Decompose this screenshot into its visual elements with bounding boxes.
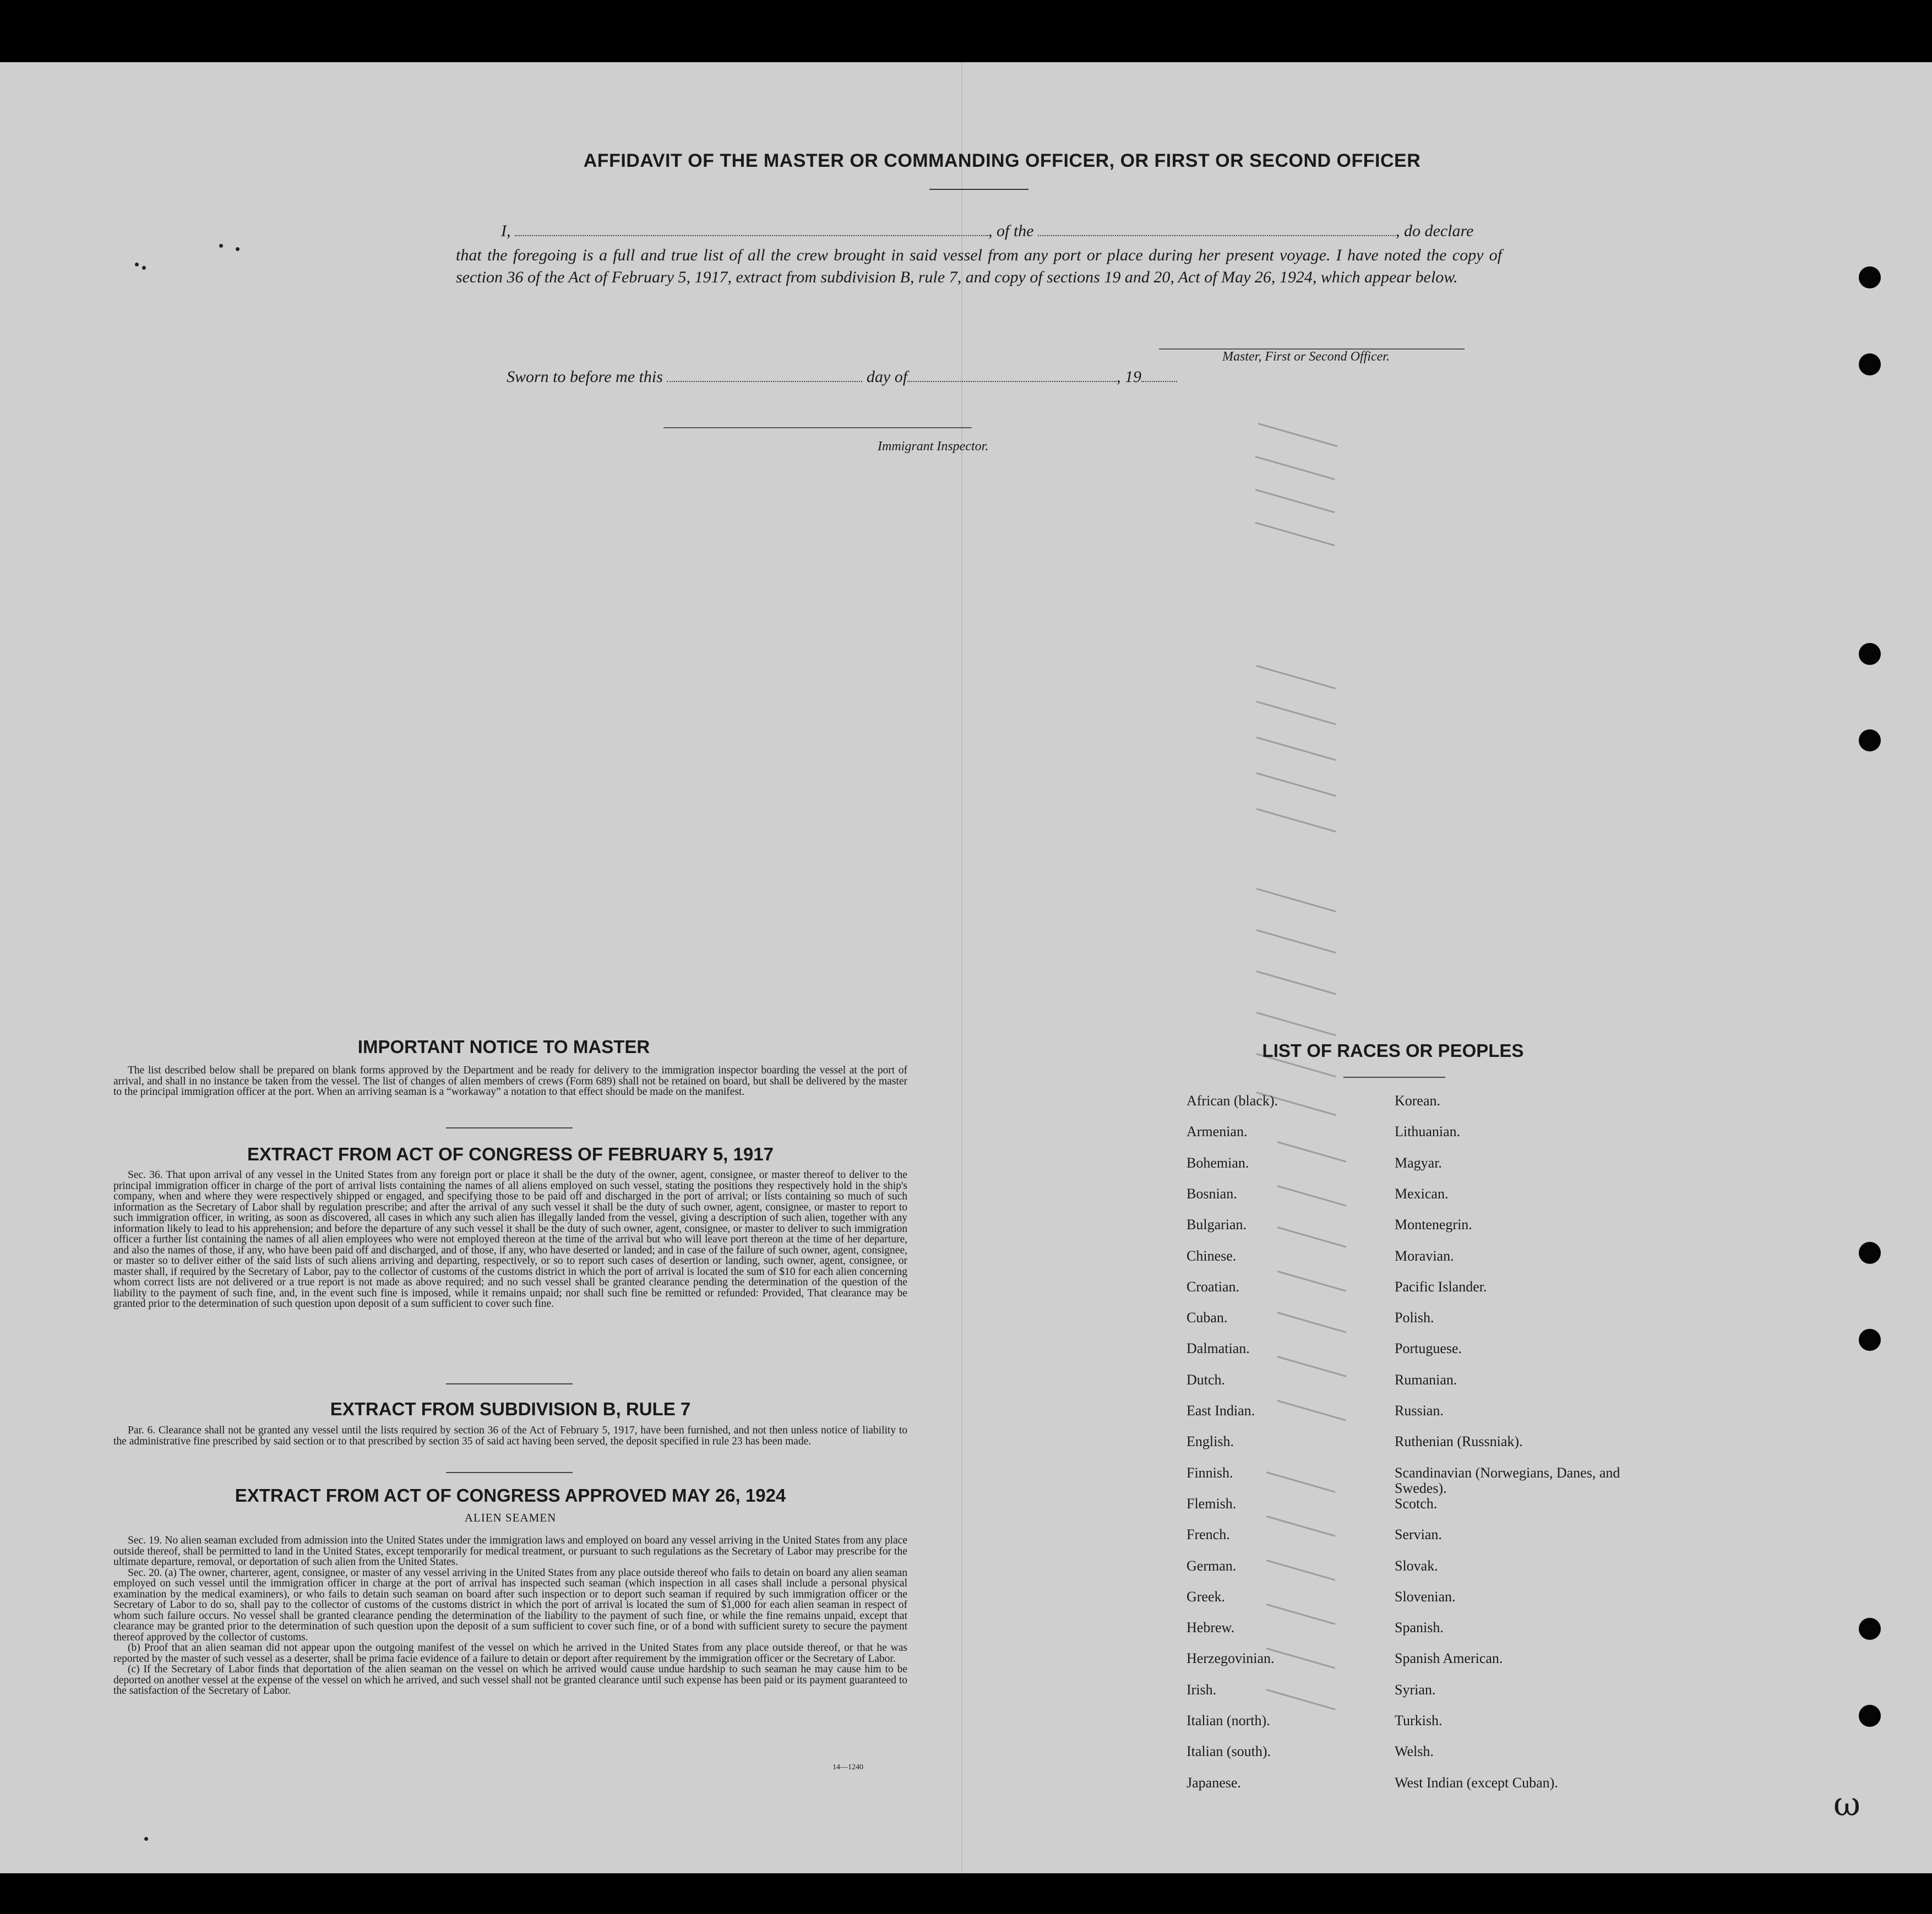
race-item: Ruthenian (Russniak).: [1395, 1433, 1523, 1450]
month-blank[interactable]: [907, 381, 1117, 382]
race-item: Flemish.: [1187, 1495, 1237, 1512]
race-item: African (black).: [1187, 1093, 1278, 1109]
punch-hole: [1859, 1618, 1881, 1640]
name-blank[interactable]: [515, 235, 988, 236]
race-item: Bulgarian.: [1187, 1217, 1247, 1233]
race-item: Herzegovinian.: [1187, 1650, 1275, 1667]
race-item: Scotch.: [1395, 1495, 1438, 1512]
punch-hole: [1859, 1705, 1881, 1727]
ditto-mark: [1255, 456, 1335, 480]
ink-speck: [236, 247, 240, 251]
ditto-mark: [1256, 970, 1336, 995]
document-page: [0, 62, 1932, 1873]
par-6-paragraph: Par. 6. Clearance shall not be granted any vessel until the lists required by section 36 of the Act of February 5, 1917, have been furnished, and not then unless notice of liability to the administrative fine prescribed by said section or to that prescribed by section 35 of said act having been served, the deposit specified in rule 23 has been made.: [113, 1425, 907, 1447]
master-signature-caption: Master, First or Second Officer.: [1222, 350, 1390, 364]
form-number: 14—1240: [832, 1763, 863, 1771]
race-item: Armenian.: [1187, 1124, 1248, 1140]
race-item: Bosnian.: [1187, 1185, 1237, 1202]
race-item: Spanish American.: [1395, 1650, 1503, 1667]
race-item: Chinese.: [1187, 1247, 1237, 1264]
extract-1924-body: [113, 1535, 907, 1697]
heading-rule: [929, 189, 1028, 190]
ditto-mark: [1256, 665, 1336, 689]
race-item: Irish.: [1187, 1681, 1217, 1698]
sec-20a-paragraph: Sec. 20. (a) The owner, charterer, agent, consignee, or master of any vessel arriving in the United States from any place outside thereof who fails to detain on board any alien seaman employed on such vessel until the immigration officer in charge at the port of arrival has inspected such seaman (which inspection in all cases shall include a personal physical examination by the medical examiners), or who fails to detain such seaman on board after such inspection or to deport such seaman if required by such immigration officer or the Secretary of Labor to do so, shall pay to the collector of customs of the customs district in which the port of arrival is located the sum of $1,000 for each alien seaman in respect of whom such failure occurs. No vessel shall be granted clearance pending the determination of the liability to the payment of such fine, or while the fine remains unpaid, except that clearance may be granted prior to the determination of such question upon the deposit of a sum sufficient to cover such fine, or of a bond with sufficient surety to secure the payment thereof approved by the collector of customs.: [113, 1567, 907, 1643]
year-blank[interactable]: [1141, 381, 1177, 382]
affidavit-i-label: I,: [501, 222, 511, 240]
race-item: English.: [1187, 1433, 1234, 1450]
ditto-mark: [1256, 808, 1336, 832]
notice-heading: IMPORTANT NOTICE TO MASTER: [357, 1037, 650, 1057]
ink-speck: [144, 1837, 148, 1841]
race-item: Dalmatian.: [1187, 1340, 1250, 1357]
vessel-blank[interactable]: [1038, 235, 1396, 236]
ditto-mark: [1258, 423, 1338, 447]
affidavit-body-text: that the foregoing is a full and true list of all the crew brought in said vessel from any port or place during her present voyage. I have noted the copy of section 36 of the Act of February 5, 1917, extract from subdivision B, rule 7, and copy of sections 19 and 20, Act of May 26, 1924, which appear below.: [456, 246, 1502, 286]
alien-seamen-subheading: ALIEN SEAMEN: [464, 1511, 557, 1524]
race-item: Magyar.: [1395, 1154, 1442, 1171]
race-item: Cuban.: [1187, 1310, 1228, 1326]
extract-1924-heading: EXTRACT FROM ACT OF CONGRESS APPROVED MAY 26, 1924: [235, 1485, 786, 1506]
race-item: Turkish.: [1395, 1713, 1443, 1728]
race-item: Slovak.: [1395, 1557, 1438, 1574]
races-rule: [1343, 1077, 1445, 1078]
day-blank[interactable]: [667, 381, 862, 382]
notice-body: [113, 1065, 907, 1098]
ink-speck: [219, 244, 223, 248]
affidavit-body: [456, 244, 1502, 288]
race-item: Pacific Islander.: [1395, 1278, 1487, 1295]
race-item: Finnish.: [1187, 1464, 1233, 1481]
race-item: Dutch.: [1187, 1371, 1226, 1388]
sec-36-paragraph: Sec. 36. That upon arrival of any vessel in the United States from any foreign port or place it shall be the duty of the owner, agent, consignee, or master thereof to deliver to the principal immigration officer in charge of the port of arrival lists containing the names of all aliens employed on such vessel, stating the positions they respectively hold in the ship's company, when and where they were respectively shipped or engaged, and specifying those to be paid off and discharged in the port of arrival; or lists containing so much of such information as the Secretary of Labor shall by regulation prescribe; and after the arrival of any such vessel it shall be the duty of such owner, agent, consignee, or master to report to such immigration officer, in writing, as soon as discovered, all cases in which any such alien has illegally landed from the vessel, giving a description of such alien, together with any information likely to lead to his apprehension; and before the departure of any such vessel it shall be the duty of such owner, agent, consignee, or master to deliver to such immigration officer a further list containing the names of all alien employees who were not employed thereon at the time of the arrival but who will leave port thereon at the time of her departure, and also the names of those, if any, who have been paid off and discharged, and of those, if any, who have deserted or landed; and in case of the failure of such owner, agent, consignee, or master so to deliver either of the said lists of such aliens arriving and departing, respectively, or so to report such cases of desertion or landing, such owner, agent, consignee, or master shall, if required by the Secretary of Labor, pay to the collector of customs of the customs district in which the port of arrival is located the sum of $10 for each alien concerning whom correct lists are not delivered or a true report is not made as above required; and no such vessel shall be granted clearance pending the determination of the question of the liability to the payment of such fine, and, in the event such fine is imposed, while it remains unpaid; nor shall such fine be remitted or refunded: Provided, That clearance may be granted prior to the determination of such question upon deposit of a sum sufficient to cover such fine.: [113, 1169, 907, 1310]
race-item: Spanish.: [1395, 1619, 1444, 1636]
race-item: Italian (north).: [1187, 1713, 1270, 1728]
sec-20c-paragraph: (c) If the Secretary of Labor finds that deportation of the alien seaman on the vessel on which he arrived would cause undue hardship to such seaman he may cause him to be deported on another vessel at the expense of the vessel on which he arrived, and such vessel shall not be granted clearance until such expense has been paid or its payment guaranteed to the satisfaction of the Secretary of Labor.: [113, 1664, 907, 1697]
ink-speck: [135, 263, 139, 266]
sworn-line: [507, 368, 1277, 386]
race-item: Portuguese.: [1395, 1340, 1462, 1357]
extract-1917-heading: EXTRACT FROM ACT OF CONGRESS OF FEBRUARY 5, 1917: [247, 1144, 774, 1164]
ditto-mark: [1256, 701, 1336, 725]
do-declare-label: , do declare: [1396, 222, 1474, 240]
races-heading: LIST OF RACES OR PEOPLES: [1262, 1040, 1524, 1061]
ditto-mark: [1256, 888, 1336, 912]
race-item: West Indian (except Cuban).: [1395, 1774, 1558, 1791]
of-the-label: , of the: [988, 222, 1034, 240]
race-item: Croatian.: [1187, 1278, 1240, 1295]
race-item: Hebrew.: [1187, 1619, 1235, 1636]
section-rule: [446, 1127, 573, 1128]
race-item: Syrian.: [1395, 1681, 1436, 1698]
ditto-mark: [1256, 772, 1336, 797]
race-item: Greek.: [1187, 1588, 1226, 1605]
race-item: Polish.: [1395, 1310, 1434, 1326]
inspector-caption: Immigrant Inspector.: [878, 439, 989, 454]
race-item: Korean.: [1395, 1093, 1441, 1109]
race-item: Servian.: [1395, 1526, 1442, 1543]
race-item: German.: [1187, 1557, 1237, 1574]
race-item: French.: [1187, 1526, 1230, 1543]
section-rule: [446, 1472, 573, 1473]
ditto-mark: [1256, 1012, 1336, 1036]
race-item: Montenegrin.: [1395, 1217, 1472, 1233]
handwritten-mark: ω: [1833, 1785, 1860, 1824]
day-of-label: day of: [866, 368, 908, 386]
race-item: Welsh.: [1395, 1743, 1434, 1760]
section-rule: [446, 1383, 573, 1384]
extract-rule7-heading: EXTRACT FROM SUBDIVISION B, RULE 7: [330, 1399, 691, 1419]
punch-hole: [1859, 353, 1881, 375]
punch-hole: [1859, 1242, 1881, 1264]
race-item: Japanese.: [1187, 1774, 1241, 1791]
ditto-mark: [1255, 522, 1335, 546]
punch-hole: [1859, 266, 1881, 288]
center-fold: [961, 62, 962, 1873]
ditto-mark: [1256, 929, 1336, 953]
inspector-signature-line[interactable]: [663, 427, 972, 428]
race-item: Russian.: [1395, 1403, 1444, 1419]
sec-19-paragraph: Sec. 19. No alien seaman excluded from admission into the United States under the immigration laws and employed on board any vessel arriving in the United States from any place outside thereof, shall be permitted to land in the United States, except temporarily for medical treatment, or pursuant to such regulations as the Secretary of Labor may prescribe for the ultimate departure, removal, or deportation of such alien from the United States.: [113, 1535, 907, 1568]
punch-hole: [1859, 729, 1881, 751]
race-item: Moravian.: [1395, 1247, 1454, 1264]
ditto-mark: [1255, 489, 1335, 513]
extract-rule7-body: [113, 1425, 907, 1447]
affidavit-heading: AFFIDAVIT OF THE MASTER OR COMMANDING OFFICER, OR FIRST OR SECOND OFFICER: [583, 150, 1421, 171]
race-item: Italian (south).: [1187, 1743, 1271, 1760]
ditto-mark: [1256, 737, 1336, 761]
race-item: Scandinavian (Norwegians, Danes, and Swedes).: [1395, 1464, 1620, 1496]
ink-speck: [142, 266, 146, 270]
race-item: Slovenian.: [1395, 1588, 1456, 1605]
extract-1917-body: [113, 1170, 907, 1310]
race-item: Lithuanian.: [1395, 1124, 1461, 1140]
sworn-prefix: Sworn to before me this: [507, 368, 663, 386]
affidavit-line-1: [501, 222, 1503, 241]
punch-hole: [1859, 1329, 1881, 1351]
punch-hole: [1859, 643, 1881, 665]
race-item: Mexican.: [1395, 1185, 1449, 1202]
race-item: East Indian.: [1187, 1403, 1255, 1419]
race-item: Rumanian.: [1395, 1371, 1457, 1388]
year-prefix: , 19: [1117, 368, 1142, 386]
sec-20b-paragraph: (b) Proof that an alien seaman did not appear upon the outgoing manifest of the vessel on which he arrived in the United States from any place outside thereof, or that he was reported by the master of such vessel as a deserter, shall be prima facie evidence of a failure to detain or deport after requirement by the immigration officer or the Secretary of Labor.: [113, 1642, 907, 1665]
notice-paragraph: The list described below shall be prepared on blank forms approved by the Department and be ready for delivery to the immigration inspector boarding the vessel at the port of arrival, and shall in no instance be taken from the vessel. The list of changes of alien members of crews (Form 689) shall not be retained on board, but shall be delivered by the master to the principal immigration officer at the port. When an arriving seaman is a “workaway” a notation to that effect should be made on the manifest.: [113, 1065, 907, 1098]
race-item: Bohemian.: [1187, 1154, 1249, 1171]
